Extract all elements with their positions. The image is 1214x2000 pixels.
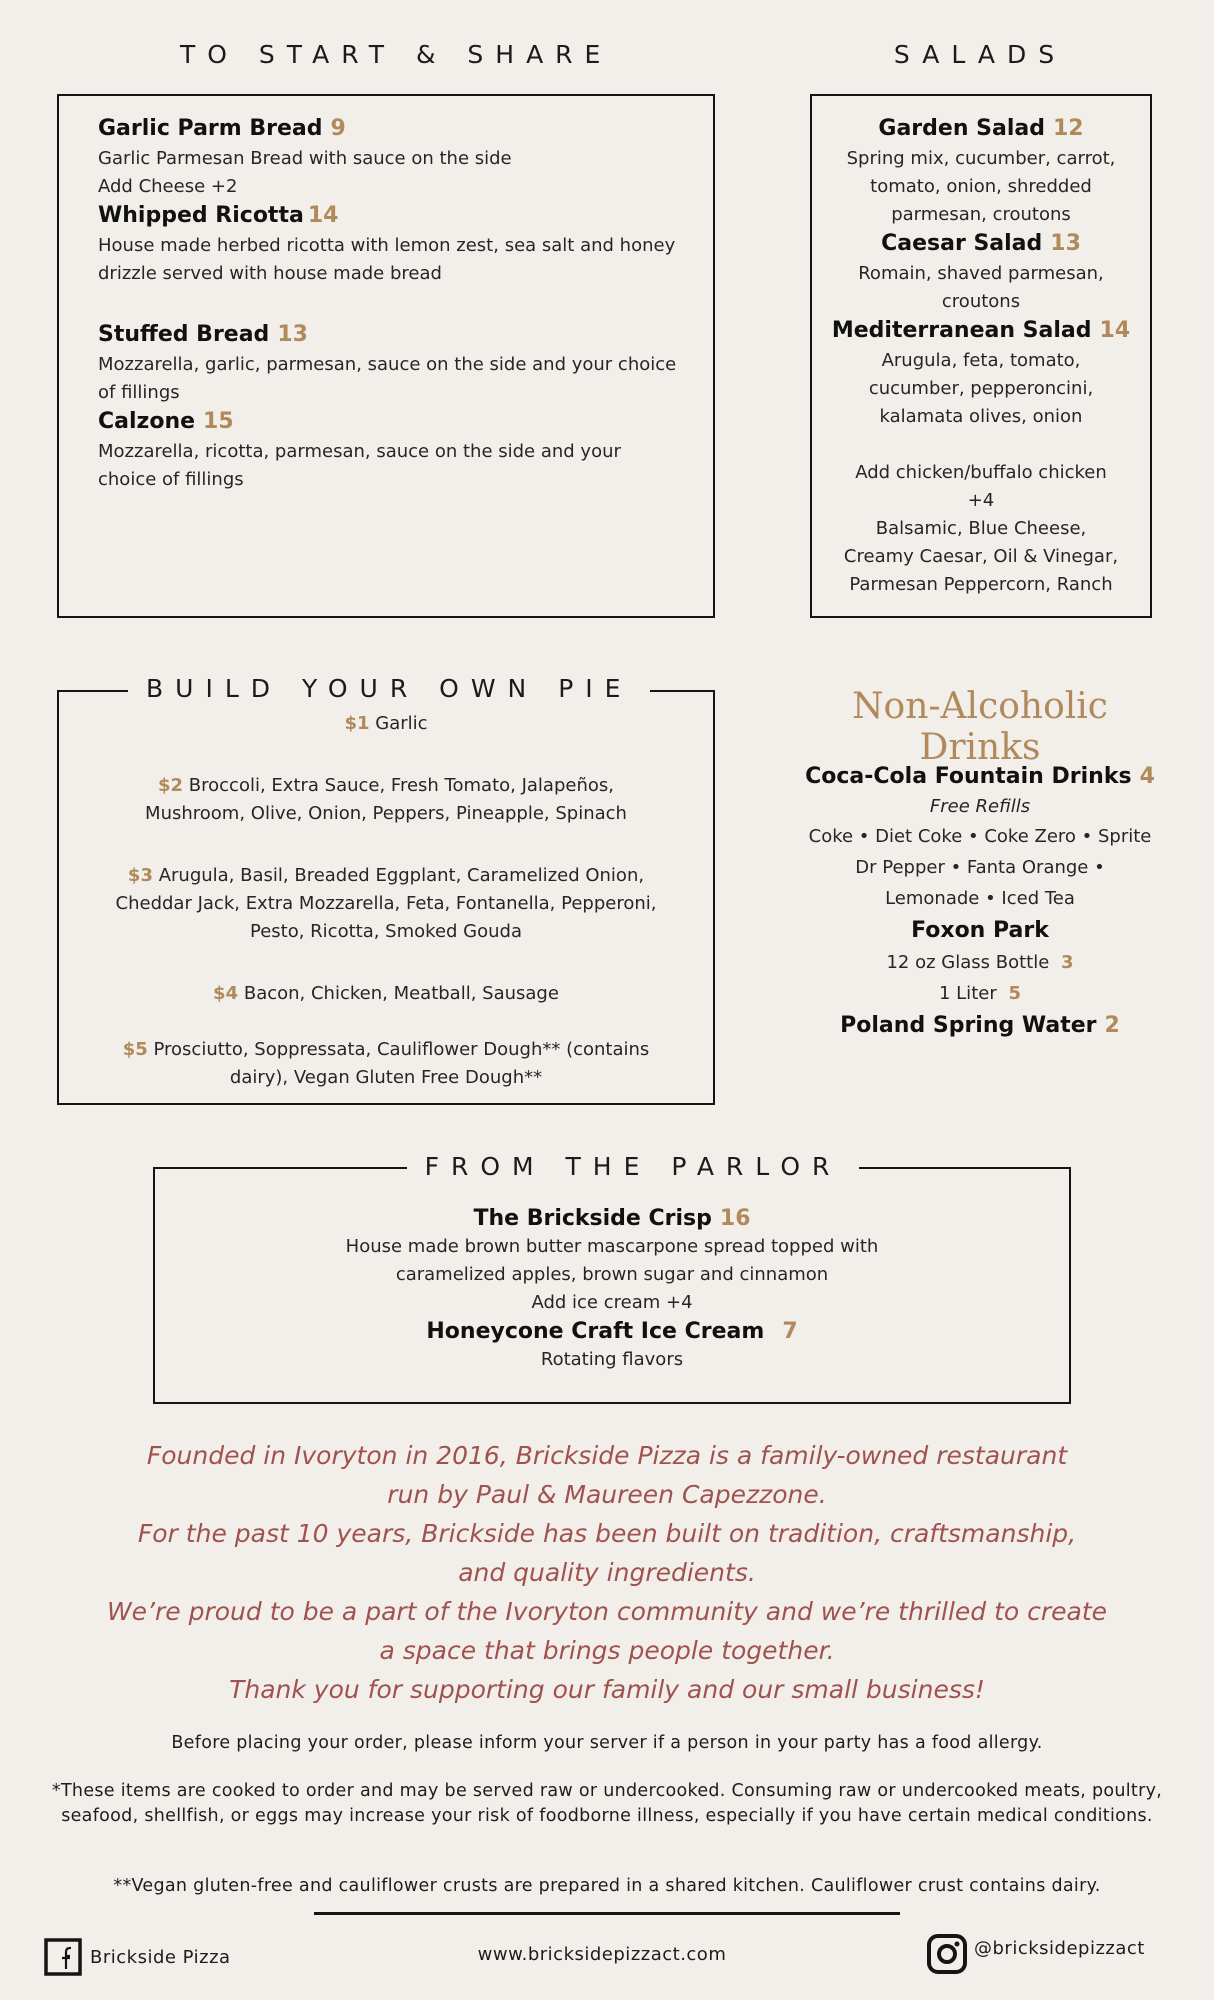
item-desc: croutons	[941, 291, 1021, 312]
item-desc: Arugula, feta, tomato,	[881, 350, 1081, 371]
drink-note: Free Refills	[929, 796, 1031, 817]
item-name: Foxon Park	[911, 918, 1049, 943]
item-price: 9	[330, 116, 346, 141]
restaurant-story	[60, 1436, 1154, 1709]
drink-size: 1 Liter 5	[938, 983, 1021, 1004]
parlor-section-title: FROM THE PARLOR	[368, 1152, 898, 1181]
story-line: run by Paul & Maureen Capezzone.	[387, 1480, 827, 1509]
start-section-title: TO START & SHARE	[180, 40, 613, 69]
instagram-handle: @bricksidepizzact	[974, 1937, 1145, 1959]
tier-price: $4	[213, 983, 239, 1004]
item-name: The Brickside Crisp	[473, 1206, 712, 1231]
parlor-items	[160, 1206, 1064, 1374]
pie-tier-line: Cheddar Jack, Extra Mozzarella, Feta, Fontanella, Pepperoni,	[115, 893, 657, 914]
pie-tier: $2 Broccoli, Extra Sauce, Fresh Tomato, Jalapeños,	[158, 775, 614, 796]
footer-divider	[314, 1912, 900, 1915]
item-desc: choice of fillings	[98, 469, 244, 490]
drink-size: 12 oz Glass Bottle 3	[886, 952, 1074, 973]
item-price: 13	[277, 322, 308, 347]
item-name: Coca-Cola Fountain Drinks	[805, 764, 1132, 789]
item-price: 7	[782, 1319, 798, 1344]
start-items	[98, 116, 698, 494]
item-price: 13	[1050, 231, 1081, 256]
item-desc: Spring mix, cucumber, carrot,	[846, 148, 1116, 169]
item-price: 12	[1052, 116, 1084, 141]
menu-item	[98, 322, 698, 407]
item-price: 16	[719, 1206, 751, 1231]
item-desc: House made brown butter mascarpone spread topped with	[345, 1236, 879, 1257]
item-price: 15	[203, 409, 234, 434]
salad-extras: Parmesan Peppercorn, Ranch	[849, 574, 1113, 595]
pie-tiers	[60, 710, 712, 1092]
story-line: Thank you for supporting our family and our small business!	[229, 1675, 985, 1704]
allergy-notice: Before placing your order, please inform your server if a person in your party has a food allergy.	[171, 1733, 1043, 1753]
salads-section-title: SALADS	[893, 40, 1067, 69]
pie-tier: $1 Garlic	[344, 713, 428, 734]
item-name: Honeycone Craft Ice Cream	[426, 1319, 765, 1344]
item-desc: Romain, shaved parmesan,	[858, 263, 1104, 284]
item-desc: Garlic Parmesan Bread with sauce on the side	[98, 148, 512, 169]
item-desc: parmesan, croutons	[891, 204, 1071, 225]
item-desc: cucumber, pepperoncini,	[868, 378, 1094, 399]
tier-price: $1	[344, 713, 370, 734]
pie-section-title: BUILD YOUR OWN PIE	[128, 674, 644, 703]
vegan-crust-notice: **Vegan gluten-free and cauliflower crusts are prepared in a shared kitchen. Cauliflower crust contains dairy.	[113, 1876, 1101, 1896]
item-price: 14	[1099, 318, 1131, 343]
salad-items	[815, 116, 1147, 599]
tier-price: $2	[158, 775, 184, 796]
story-line: Founded in Ivoryton in 2016, Brickside Pizza is a family-owned restaurant	[146, 1441, 1068, 1470]
salad-extras: Add chicken/buffalo chicken	[855, 462, 1107, 483]
facebook-link[interactable]	[44, 1937, 231, 1977]
menu-item	[98, 409, 698, 494]
item-name: Stuffed Bread	[98, 322, 270, 347]
item-price: 14	[307, 203, 339, 228]
item-name: Calzone	[98, 409, 196, 434]
item-desc: drizzle served with house made bread	[98, 263, 442, 284]
pie-tier-line: Pesto, Ricotta, Smoked Gouda	[250, 921, 522, 942]
item-desc: Lemonade • Iced Tea	[885, 888, 1075, 909]
item-desc: Add Cheese +2	[98, 176, 238, 197]
facebook-icon	[44, 1938, 82, 1976]
item-desc: Mozzarella, ricotta, parmesan, sauce on the side and your	[98, 441, 621, 462]
item-name: Garden Salad	[878, 116, 1045, 141]
story-line: a space that brings people together.	[379, 1636, 835, 1665]
instagram-link[interactable]	[926, 1932, 1145, 1976]
pie-tier: $5 Prosciutto, Soppressata, Cauliflower Dough** (contains	[122, 1039, 650, 1060]
pie-tier: $3 Arugula, Basil, Breaded Eggplant, Caramelized Onion,	[127, 865, 645, 886]
drinks-title: Non-Alcoholic Drinks	[852, 686, 1108, 768]
facebook-handle: Brickside Pizza	[90, 1946, 231, 1968]
item-desc: of fillings	[98, 382, 180, 403]
drinks-list	[790, 764, 1170, 1038]
item-name: Garlic Parm Bread	[98, 116, 323, 141]
pie-tier: $4 Bacon, Chicken, Meatball, Sausage	[213, 983, 559, 1004]
tier-price: $5	[122, 1039, 148, 1060]
item-desc: tomato, onion, shredded	[870, 176, 1092, 197]
story-line: and quality ingredients.	[458, 1558, 756, 1587]
item-name: Caesar Salad	[881, 231, 1043, 256]
item-price: 2	[1104, 1013, 1120, 1038]
item-desc: Coke • Diet Coke • Coke Zero • Sprite	[808, 826, 1152, 847]
item-desc: Rotating flavors	[540, 1349, 684, 1370]
story-line: We’re proud to be a part of the Ivoryton community and we’re thrilled to create	[106, 1597, 1108, 1626]
salad-extras: Balsamic, Blue Cheese,	[875, 518, 1087, 539]
item-desc: Add ice cream +4	[531, 1292, 693, 1313]
salad-extras: +4	[967, 490, 995, 511]
website-link[interactable]: www.bricksidepizzact.com	[477, 1944, 727, 1965]
item-name: Mediterranean Salad	[831, 318, 1092, 343]
raw-food-notice: *These items are cooked to order and may be served raw or undercooked. Consuming raw or undercooked meats, poultry, seafood, shellfish, or eggs may increase your risk of foodborne illness, especially if you have certain medical conditions.	[51, 1781, 1163, 1826]
pie-tier-line: dairy), Vegan Gluten Free Dough**	[229, 1067, 543, 1088]
item-desc: caramelized apples, brown sugar and cinnamon	[395, 1264, 829, 1285]
menu-item	[98, 116, 698, 201]
item-desc: Mozzarella, garlic, parmesan, sauce on the side and your choice	[98, 354, 677, 375]
item-desc: kalamata olives, onion	[879, 406, 1083, 427]
story-line: For the past 10 years, Brickside has been built on tradition, craftsmanship,	[137, 1519, 1077, 1548]
tier-price: $3	[127, 865, 153, 886]
menu-item	[98, 203, 698, 288]
instagram-icon	[926, 1933, 968, 1975]
item-price: 4	[1139, 764, 1155, 789]
salad-extras: Creamy Caesar, Oil & Vinegar,	[843, 546, 1119, 567]
item-name: Poland Spring Water	[840, 1013, 1097, 1038]
item-desc: House made herbed ricotta with lemon zest, sea salt and honey	[98, 235, 676, 256]
item-name: Whipped Ricotta	[98, 203, 304, 228]
item-desc: Dr Pepper • Fanta Orange •	[855, 857, 1105, 878]
pie-tier-line: Mushroom, Olive, Onion, Peppers, Pineapple, Spinach	[145, 803, 627, 824]
